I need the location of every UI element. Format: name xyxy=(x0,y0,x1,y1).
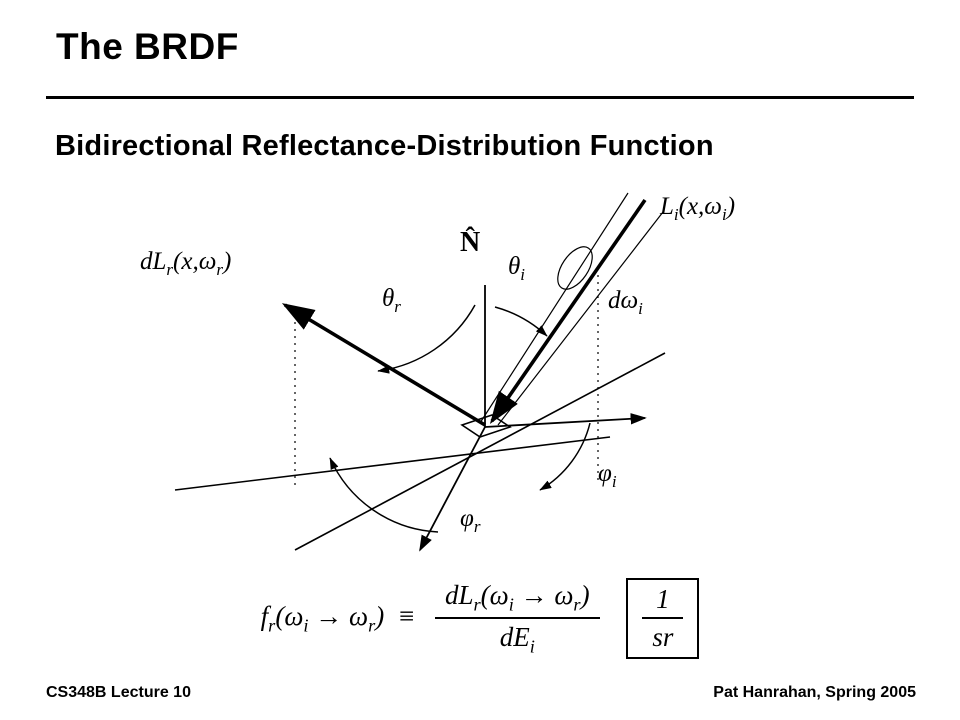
page-title: The BRDF xyxy=(56,26,239,67)
equation-equiv: ≡ xyxy=(398,600,415,631)
label-incident-radiance: $L_i(x,\omega_i)$ xyxy=(660,193,736,224)
equation-numerator: $dL_r(\omega_i \to \omega_r)$ xyxy=(435,580,600,619)
brdf-diagram xyxy=(120,175,900,575)
equation-units xyxy=(626,578,699,659)
label-theta-r: $\theta_r$ xyxy=(382,285,401,316)
brdf-equation xyxy=(0,578,960,659)
slide-subtitle: Bidirectional Reflectance-Distribution Function xyxy=(55,130,714,162)
equation-denominator: $dE_i$ xyxy=(499,622,535,657)
units-numerator: 1 xyxy=(642,584,683,619)
footer-lecture: CS348B Lecture 10 xyxy=(46,684,191,701)
equation-fraction xyxy=(435,580,600,658)
title-divider xyxy=(46,96,914,99)
brdf-diagram-svg xyxy=(120,175,900,575)
label-phi-r: $\varphi_r$ xyxy=(460,505,481,536)
footer-author: Pat Hanrahan, Spring 2005 xyxy=(713,684,916,701)
units-denominator: sr xyxy=(652,622,674,652)
label-phi-i: $\varphi_i$ xyxy=(598,460,617,491)
label-theta-i: $\theta_i$ xyxy=(508,253,526,284)
equation-lhs: $f_r(\omega_i \to \omega_r)$ xyxy=(260,600,385,636)
label-solid-angle: $d\omega_i$ xyxy=(608,287,643,318)
label-reflected-radiance: $dL_r(x,\omega_r)$ xyxy=(140,248,232,279)
label-surface-normal: N̂ xyxy=(460,227,481,258)
